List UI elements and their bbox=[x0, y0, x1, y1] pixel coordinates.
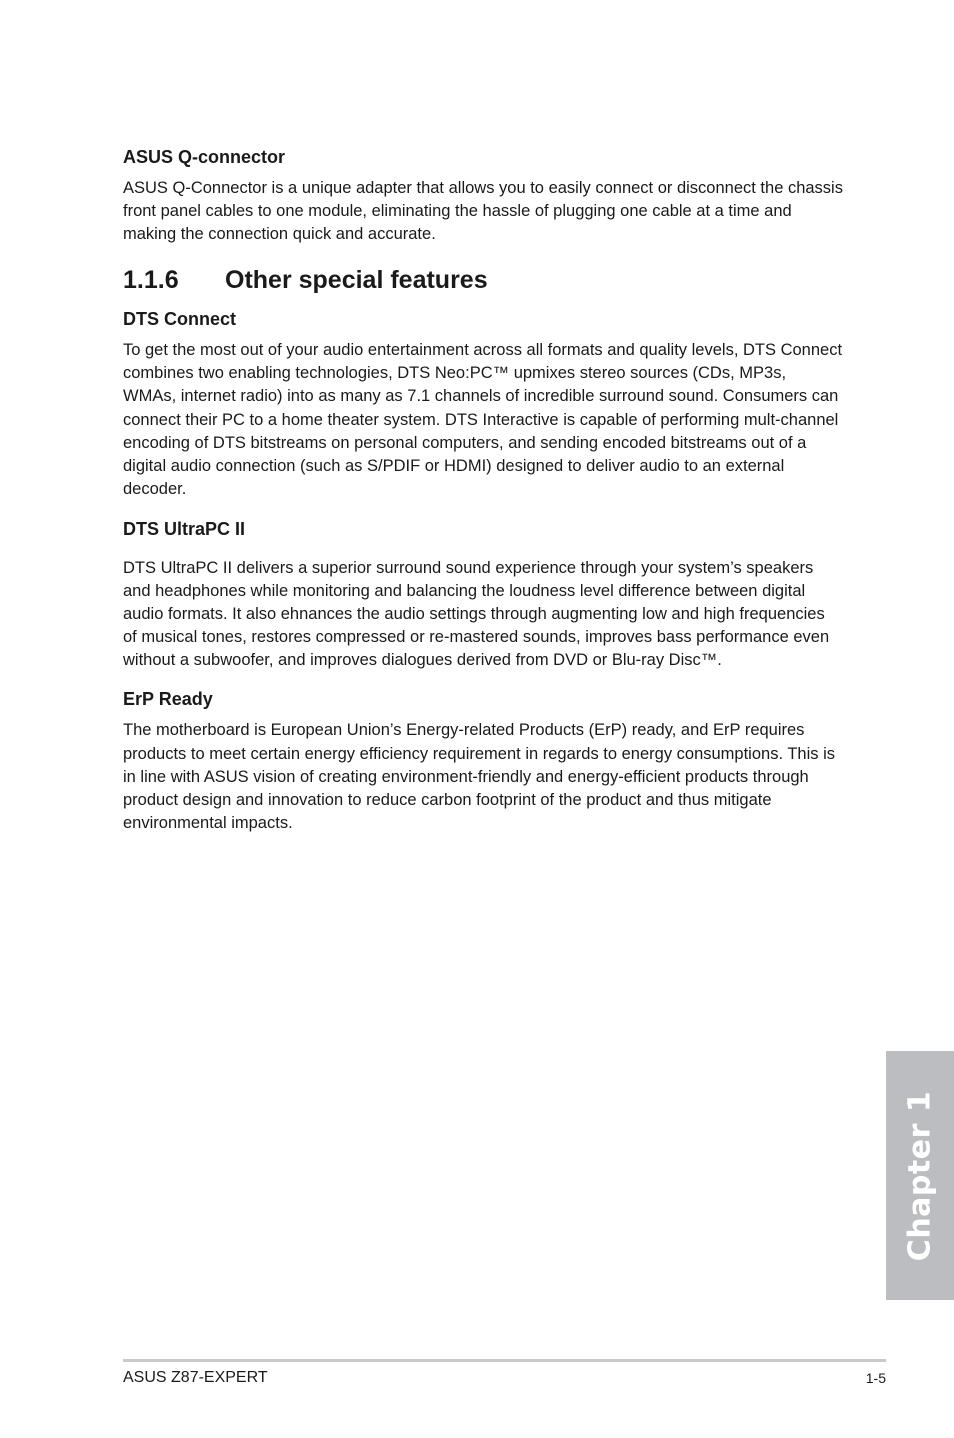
section-heading-title: Other special features bbox=[225, 266, 488, 295]
section-heading-number: 1.1.6 bbox=[123, 266, 179, 295]
section-title-q-connector: ASUS Q-connector bbox=[123, 147, 286, 167]
section-body-dts-connect: To get the most out of your audio entertainment across all formats and quality levels, DTS Connect combines two enabling technologies, DTS Neo:PC™ upmixes stereo sources (CDs, MP3s, WMAs, internet radio) into as many as 7.1 channels of incredible surround sound. Consumers can connect their PC to a home theater system. DTS Interactive is capable of performing mult-channel encoding of DTS bitstreams on personal computers, and sending encoded bitstreams out of a digital audio connection (such as S/PDIF or HDMI) designed to deliver audio to an external decoder. bbox=[123, 341, 843, 498]
section-body-q-connector: ASUS Q-Connector is a unique adapter that allows you to easily connect or disconnect the chassis front panel cables to one module, eliminating the hassle of plugging one cable at a time and making the connection quick and accurate. bbox=[123, 179, 843, 244]
footer-divider bbox=[123, 1359, 886, 1362]
section-body-dts-ultrapc: DTS UltraPC II delivers a superior surround sound experience through your system’s speakers and headphones while monitoring and balancing the loudness level difference between digital audio formats. It also ehnances the audio settings through augmenting low and high frequencies of musical tones, restores compressed or re-mastered sounds, improves bass performance even without a subwoofer, and improves dialogues derived from DVD or Blu-ray Disc™. bbox=[123, 558, 830, 670]
chapter-tab bbox=[886, 1051, 954, 1300]
footer-product-name: ASUS Z87-EXPERT bbox=[123, 1369, 268, 1386]
section-title-dts-connect: DTS Connect bbox=[123, 309, 237, 330]
document-body bbox=[123, 146, 843, 835]
chapter-tab-label: Chapter 1 bbox=[902, 1090, 938, 1261]
footer-page-number: 1-5 bbox=[865, 1370, 886, 1386]
section-title-erp-ready: ErP Ready bbox=[123, 689, 213, 710]
section-heading bbox=[123, 265, 843, 295]
section-body-erp-ready: The motherboard is European Union’s Energy-related Products (ErP) ready, and ErP requires products to meet certain energy efficiency requirement in regards to energy consumptions. This is in line with ASUS vision of creating environment-friendly and energy-efficient products through product design and innovation to reduce carbon footprint of the product and thus mitigate environmental impacts. bbox=[123, 721, 835, 832]
section-title-dts-ultrapc: DTS UltraPC II bbox=[123, 518, 246, 539]
